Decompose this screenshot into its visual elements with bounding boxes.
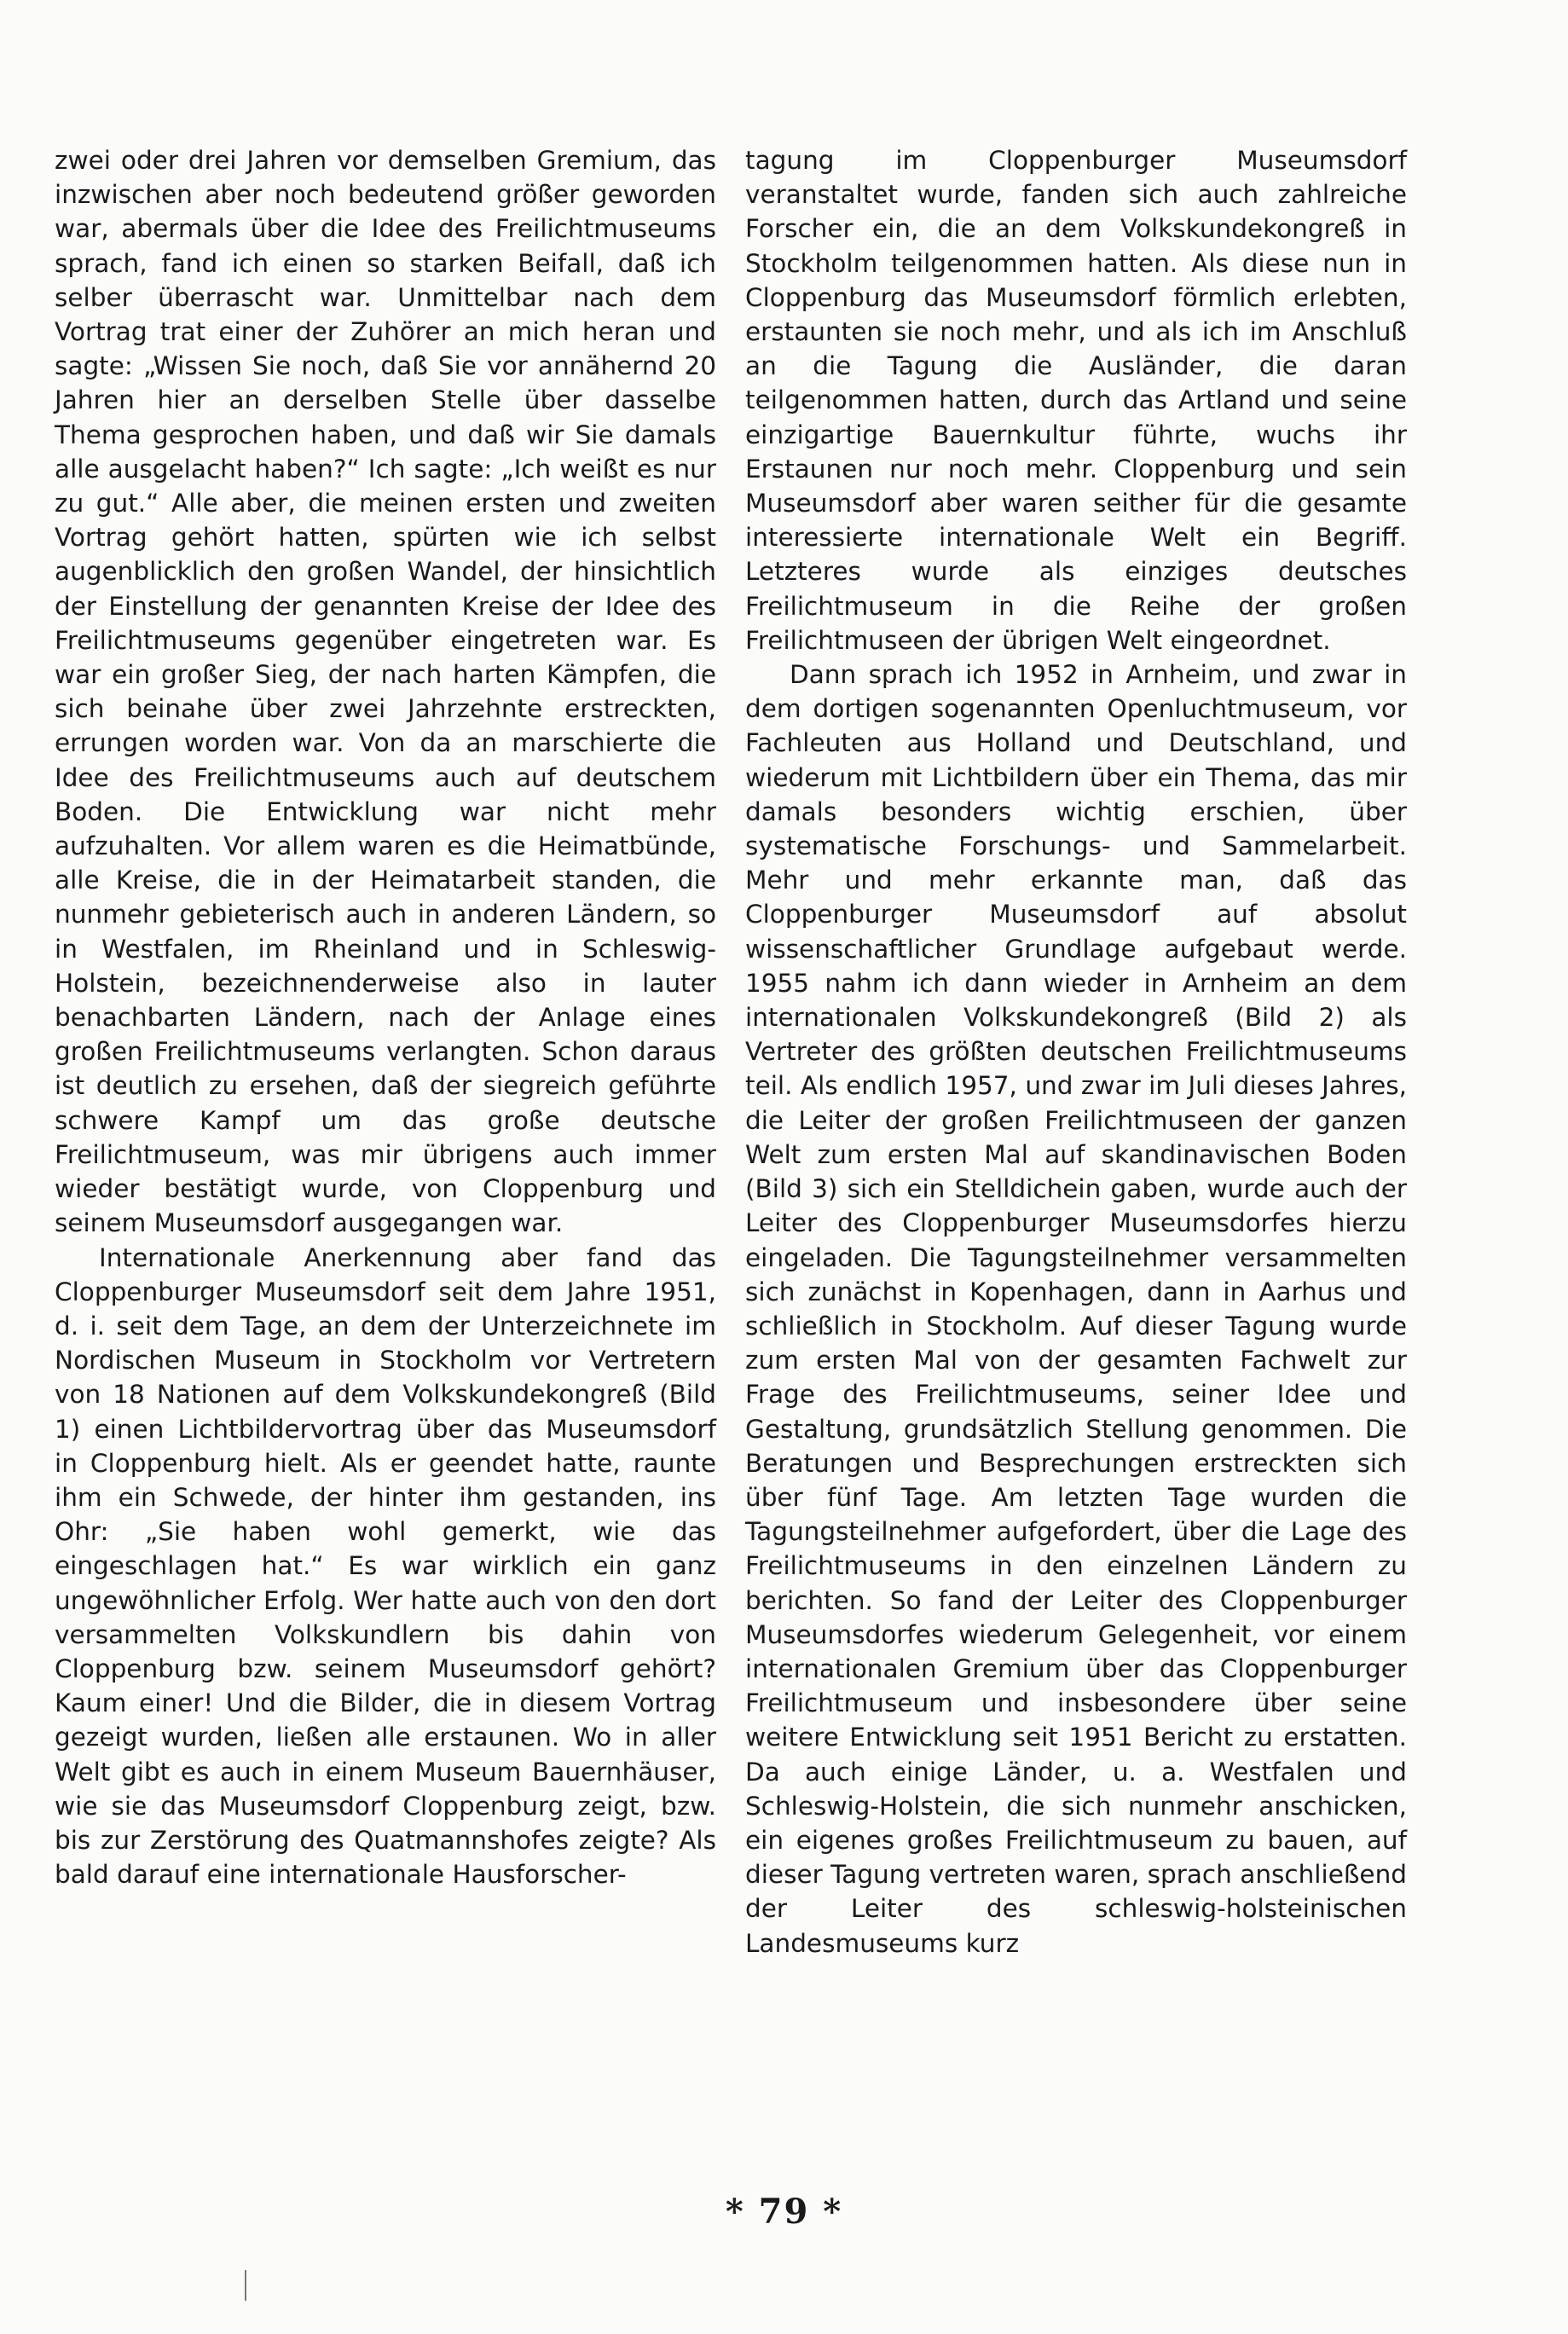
paragraph: tagung im Cloppenburger Museumsdorf veranstaltet wurde, fanden sich auch zahlreiche Forscher ein, die an dem Volkskundekongreß in Stockholm teilgenommen hatten. Als diese nun in Cloppenburg das Museumsdorf förmlich erlebten, erstaunten sie noch mehr, und als ich im Anschluß an die Tagung die Ausländer, die daran teilgenommen hatten, durch das Artland und seine einzigartige Bauernkultur führte, wuchs ihr Erstaunen nur noch mehr. Cloppenburg und sein Museumsdorf aber waren seither für die gesamte interessierte internationale Welt ein Begriff. Letzteres wurde als einziges deutsches Freilichtmuseum in die Reihe der großen Freilichtmuseen der übrigen Welt eingeordnet. bbox=[745, 146, 1407, 655]
page-number: * 79 * bbox=[725, 2192, 843, 2232]
paragraph: zwei oder drei Jahren vor demselben Gremium, das inzwischen aber noch bedeutend größer geworden war, abermals über die Idee des Freilichtmuseums sprach, fand ich einen so starken Beifall, daß ich selber überrascht war. Unmittelbar nach dem Vortrag trat einer der Zuhörer an mich heran und sagte: „Wissen Sie noch, daß Sie vor annähernd 20 Jahren hier an derselben Stelle über dasselbe Thema gesprochen haben, und daß wir Sie damals alle ausgelacht haben?“ Ich sagte: „Ich weißt es nur zu gut.“ Alle aber, die meinen ersten und zweiten Vortrag gehört hatten, spürten wie ich selbst augenblicklich den großen Wandel, der hinsichtlich der Einstellung der genannten Kreise der Idee des Freilichtmuseums gegenüber eingetreten war. Es war ein großer Sieg, der nach harten Kämpfen, die sich beinahe über zwei Jahrzehnte erstreckten, errungen worden war. Von da an marschierte die Idee des Freilichtmuseums auch auf deutschem Boden. Die Entwicklung war nicht mehr aufzuhalten. Vor allem waren es die Heimatbünde, alle Kreise, die in der Heimatarbeit standen, die nunmehr gebieterisch auch in anderen Ländern, so in Westfalen, im Rheinland und in Schleswig-Holstein, bezeichnenderweise also in lauter benachbarten Ländern, nach der Anlage eines großen Freilichtmuseums verlangten. Schon daraus ist deutlich zu ersehen, daß der siegreich geführte schwere Kampf um das große deutsche Freilichtmuseum, was mir übrigens auch immer wieder bestätigt wurde, von Cloppenburg und seinem Museumsdorf ausgegangen war. bbox=[55, 146, 716, 1238]
paragraph: Internationale Anerkennung aber fand das Cloppenburger Museumsdorf seit dem Jahre 1951, d. i. seit dem Tage, an dem der Unterzeichnete im Nordischen Museum in Stockholm vor Vertretern von 18 Nationen auf dem Volkskundekongreß (Bild 1) einen Lichtbildervortrag über das Museumsdorf in Cloppenburg hielt. Als er geendet hatte, raunte ihm ein Schwede, der hinter ihm gestanden, ins Ohr: „Sie haben wohl gemerkt, wie das eingeschlagen hat.“ Es war wirklich ein ganz ungewöhnlicher Erfolg. Wer hatte auch von den dort versammelten Volkskundlern bis dahin von Cloppenburg bzw. seinem Museumsdorf gehört? Kaum einer! Und die Bilder, die in diesem Vortrag gezeigt wurden, ließen alle erstaunen. Wo in aller Welt gibt es auch in einem Museum Bauernhäuser, wie sie das Museumsdorf Cloppenburg zeigt, bzw. bis zur Zerstörung des Quatmannshofes zeigte? Als bald darauf eine internationale Hausforscher- bbox=[55, 1242, 716, 1890]
scan-artifact-line bbox=[245, 2270, 246, 2301]
left-text-column bbox=[55, 143, 716, 1891]
paragraph: Dann sprach ich 1952 in Arnheim, und zwar in dem dortigen sogenannten Openluchtmuseum, vor Fachleuten aus Holland und Deutschland, und wiederum mit Lichtbildern über ein Thema, das mir damals besonders wichtig erschien, über systematische Forschungs- und Sammelarbeit. Mehr und mehr erkannte man, daß das Cloppenburger Museumsdorf auf absolut wissenschaftlicher Grundlage aufgebaut werde. 1955 nahm ich dann wieder in Arnheim an dem internationalen Volkskundekongreß (Bild 2) als Vertreter des größten deutschen Freilichtmuseums teil. Als endlich 1957, und zwar im Juli dieses Jahres, die Leiter der großen Freilichtmuseen der ganzen Welt zum ersten Mal auf skandinavischen Boden (Bild 3) sich ein Stelldichein gaben, wurde auch der Leiter des Cloppenburger Museumsdorfes hierzu eingeladen. Die Tagungsteilnehmer versammelten sich zunächst in Kopenhagen, dann in Aarhus und schließlich in Stockholm. Auf dieser Tagung wurde zum ersten Mal von der gesamten Fachwelt zur Frage des Freilichtmuseums, seiner Idee und Gestaltung, grundsätzlich Stellung genommen. Die Beratungen und Besprechungen erstreckten sich über fünf Tage. Am letzten Tage wurden die Tagungsteilnehmer aufgefordert, über die Lage des Freilichtmuseums in den einzelnen Ländern zu berichten. So fand der Leiter des Cloppenburger Museumsdorfes wiederum Gelegenheit, vor einem internationalen Gremium über das Cloppenburger Freilichtmuseum und insbesondere über seine weitere Entwicklung seit 1951 Bericht zu erstatten. Da auch einige Länder, u. a. Westfalen und Schleswig-Holstein, die sich nunmehr anschicken, ein eigenes großes Freilichtmuseum zu bauen, auf dieser Tagung vertreten waren, sprach anschließend der Leiter des schleswig-holsteinischen Landesmuseums kurz bbox=[745, 660, 1407, 1958]
right-text-column bbox=[745, 143, 1407, 1960]
